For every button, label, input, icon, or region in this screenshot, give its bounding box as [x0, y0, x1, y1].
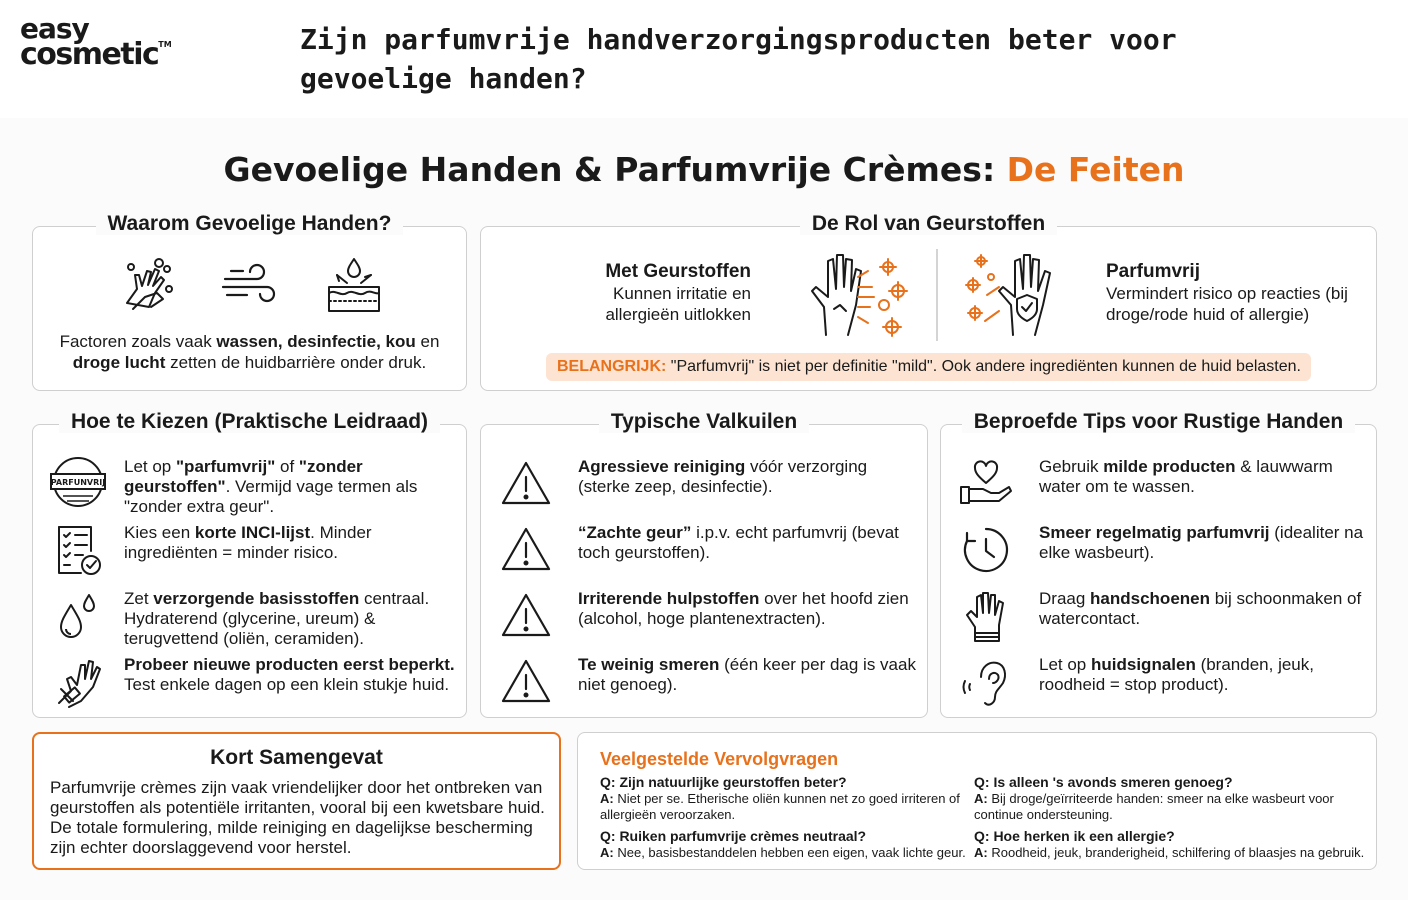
pitfall-rest: over het hoofd zien (alcohol, hoge plantenextracten). [578, 589, 909, 628]
pitfall-text [578, 523, 919, 563]
how-to-choose-card [32, 410, 467, 718]
why-sensitive-card [32, 212, 467, 391]
why-text-mid: en [415, 332, 440, 351]
patch-test-hand-icon [49, 653, 107, 711]
skin-barrier-icon [321, 253, 387, 319]
faq-answer [600, 791, 970, 823]
choose-text-part: centraal. [359, 589, 430, 608]
infographic-title [0, 150, 1408, 189]
pitfalls-card [480, 410, 928, 718]
choose-text-part: of [275, 457, 299, 476]
tip-item [941, 453, 1376, 519]
choose-title-text: Hoe te Kiezen (Praktische Leidraad) [59, 410, 440, 433]
why-text-post: zetten de huidbarrière onder druk. [165, 353, 427, 372]
choose-item-text [124, 523, 458, 563]
pitfall-text [578, 457, 919, 497]
faq-item [600, 774, 970, 823]
tips-list [941, 453, 1376, 717]
wind-icon [217, 253, 283, 319]
choose-item [33, 585, 466, 651]
tips-card [940, 410, 1377, 718]
why-description [43, 331, 456, 373]
tip-text [1039, 523, 1368, 563]
pitfall-bold: “Zachte geur” [578, 523, 692, 542]
faq-answer-text: Niet per se. Etherische oliën kunnen net zo goed irriteren of allergieën veroorzaken. [600, 791, 960, 822]
pitfalls-title-text: Typische Valkuilen [599, 410, 809, 433]
with-fragrance-heading: Met Geurstoffen [605, 261, 751, 282]
pitfall-text [578, 589, 919, 629]
infographic-title-text: Gevoelige Handen & Parfumvrije Crèmes: [223, 150, 996, 189]
faq-answer-prefix: A: [600, 791, 614, 806]
pitfall-bold: Agressieve reiniging [578, 457, 746, 476]
choose-text-bold: korte INCI-lijst [194, 523, 311, 542]
faq-title: Veelgestelde Vervolgvragen [600, 749, 839, 769]
faq-answer [974, 791, 1344, 823]
brand-line2-text: cosmetic [20, 37, 159, 73]
faq-question: Q: Zijn natuurlijke geurstoffen beter? [600, 774, 847, 790]
irritated-hand-icon [806, 247, 916, 339]
brand-logo [20, 12, 180, 73]
clock-icon [957, 521, 1015, 579]
badge-text: PARFUNVRIJ [50, 478, 106, 487]
faq-answer-text: Roodheid, jeuk, branderigheid, schilfering of blaasjes na gebruik. [991, 845, 1365, 860]
important-note-text: "Parfumvrij" is niet per definitie "mild". Ook andere ingrediënten kunnen de huid belasten. [666, 358, 1301, 375]
fragrance-free-block [1106, 261, 1366, 325]
fragrance-role-card [480, 212, 1377, 391]
choose-text-part: Hydraterend (glycerine, ureum) & terugvettend (oliën, ceramiden). [124, 609, 376, 648]
faq-card [577, 732, 1377, 870]
fragrance-free-badge-icon [49, 455, 107, 513]
pitfall-item [481, 651, 927, 717]
choose-item [33, 519, 466, 585]
ear-icon [957, 653, 1015, 711]
brand-line1: easy [20, 12, 89, 45]
pitfall-item [481, 519, 927, 585]
choose-item-text [124, 655, 458, 695]
choose-text-part: Zet [124, 589, 154, 608]
choose-text-bold: "zonder geurstoffen" [124, 457, 363, 496]
choose-item-text [124, 589, 458, 649]
role-divider [936, 249, 938, 341]
tip-part: bij schoonmaken of watercontact. [1039, 589, 1362, 628]
tip-bold: Smeer regelmatig parfumvrij [1039, 523, 1270, 542]
faq-answer-prefix: A: [974, 845, 988, 860]
heart-hand-icon [957, 455, 1015, 513]
handwash-icon [113, 253, 179, 319]
tip-part: (idealiter na elke wasbeurt). [1039, 523, 1364, 562]
why-text-bold2: droge lucht [72, 353, 166, 372]
choose-item [33, 453, 466, 519]
tip-part: & lauwwarm water om te wassen. [1039, 457, 1333, 496]
choose-text-part: Test enkele dagen op een klein stukje huid. [124, 675, 450, 694]
choose-text-part: Minder ingrediënten = minder risico. [124, 523, 372, 562]
page-title: Zijn parfumvrije handverzorgingsproducten beter voor gevoelige handen? [300, 23, 1177, 95]
tip-bold: milde producten [1103, 457, 1236, 476]
tip-part: (branden, jeuk, roodheid = stop product). [1039, 655, 1314, 694]
choose-text-bold: "parfumvrij" [176, 457, 276, 476]
faq-answer-prefix: A: [974, 791, 988, 806]
tip-text [1039, 655, 1368, 695]
important-note-label: BELANGRIJK: [557, 358, 667, 375]
faq-question: Q: Is alleen 's avonds smeren genoeg? [974, 774, 1233, 790]
tip-part: Let op [1039, 655, 1091, 674]
warning-icon [497, 455, 555, 513]
with-fragrance-block [571, 261, 751, 325]
protected-hand-icon [963, 247, 1073, 339]
why-text-pre: Factoren zoals vaak [59, 332, 217, 351]
brand-tm: TM [158, 40, 172, 50]
choose-item [33, 651, 466, 717]
pitfall-bold: Te weinig smeren [578, 655, 720, 674]
why-title [33, 212, 466, 236]
faq-answer [974, 845, 1369, 861]
pitfalls-list [481, 453, 927, 717]
faq-item [974, 828, 1369, 861]
why-title-text: Waarom Gevoelige Handen? [96, 212, 404, 235]
warning-icon [497, 587, 555, 645]
tip-bold: handschoenen [1090, 589, 1210, 608]
pitfall-bold: Irriterende hulpstoffen [578, 589, 760, 608]
faq-answer-text: Bij droge/geïrriteerde handen: smeer na elke wasbeurt voor continue ondersteuning. [974, 791, 1334, 822]
faq-question: Q: Ruiken parfumvrije crèmes neutraal? [600, 828, 867, 844]
faq-answer-prefix: A: [600, 845, 614, 860]
choose-text-bold: Probeer nieuwe producten eerst beperkt. [124, 655, 455, 674]
tip-item [941, 585, 1376, 651]
pitfall-rest: i.p.v. echt parfumvrij (bevat toch geurstoffen). [578, 523, 899, 562]
tip-part: Gebruik [1039, 457, 1104, 476]
choose-text-bold: verzorgende basisstoffen [153, 589, 360, 608]
tips-title-text: Beproefde Tips voor Rustige Handen [962, 410, 1356, 433]
faq-item [600, 828, 972, 861]
infographic-title-accent: De Feiten [1006, 150, 1185, 189]
choose-text-part: Kies een [124, 523, 195, 542]
tip-text [1039, 457, 1368, 497]
fragrance-free-text: Vermindert risico op reacties (bij droge/rode huid of allergie) [1106, 284, 1348, 324]
tips-title [941, 410, 1376, 434]
role-title [481, 212, 1376, 236]
choose-text-part: . Vermijd vage termen als "zonder extra geur". [124, 477, 418, 516]
droplets-icon [49, 587, 107, 645]
tip-item [941, 651, 1376, 717]
tip-bold: huidsignalen [1091, 655, 1196, 674]
faq-item [974, 774, 1344, 823]
choose-text-part: . [310, 523, 315, 542]
pitfall-item [481, 585, 927, 651]
role-title-text: De Rol van Geurstoffen [800, 212, 1057, 235]
tip-text [1039, 589, 1368, 629]
summary-card [32, 732, 561, 870]
choose-title [33, 410, 466, 434]
faq-answer-text: Nee, basisbestanddelen hebben een eigen, vaak lichte geur. [617, 845, 966, 860]
faq-answer [600, 845, 972, 861]
pitfall-rest: vóór verzorging (sterke zeep, desinfectie). [578, 457, 868, 496]
faq-question: Q: Hoe herken ik een allergie? [974, 828, 1175, 844]
why-text-bold1: wassen, desinfectie, kou [216, 332, 416, 351]
warning-icon [497, 653, 555, 711]
tip-item [941, 519, 1376, 585]
why-icons [33, 253, 466, 319]
summary-text: Parfumvrije crèmes zijn vaak vriendelijker door het ontbreken van geurstoffen als potentiële irritanten, vooral bij een kwetsbare huid. De totale formulering, milde reiniging en dagelijkse bescherming zijn echter doorslaggevend voor herstel. [50, 778, 545, 857]
brand-line2 [20, 37, 180, 73]
pitfall-text [578, 655, 919, 695]
pitfall-item [481, 453, 927, 519]
choose-item-text [124, 457, 458, 517]
with-fragrance-text: Kunnen irritatie en allergieën uitlokken [605, 284, 751, 324]
fragrance-free-heading: Parfumvrij [1106, 261, 1200, 282]
pitfall-rest: (één keer per dag is vaak niet genoeg). [578, 655, 916, 694]
choose-list [33, 453, 466, 717]
pitfalls-title [481, 410, 927, 434]
tip-part: Draag [1039, 589, 1091, 608]
important-note [546, 353, 1311, 381]
warning-icon [497, 521, 555, 579]
choose-text-part: Let op [124, 457, 176, 476]
checklist-icon [49, 521, 107, 579]
glove-icon [957, 587, 1015, 645]
summary-title: Kort Samengevat [210, 746, 383, 769]
